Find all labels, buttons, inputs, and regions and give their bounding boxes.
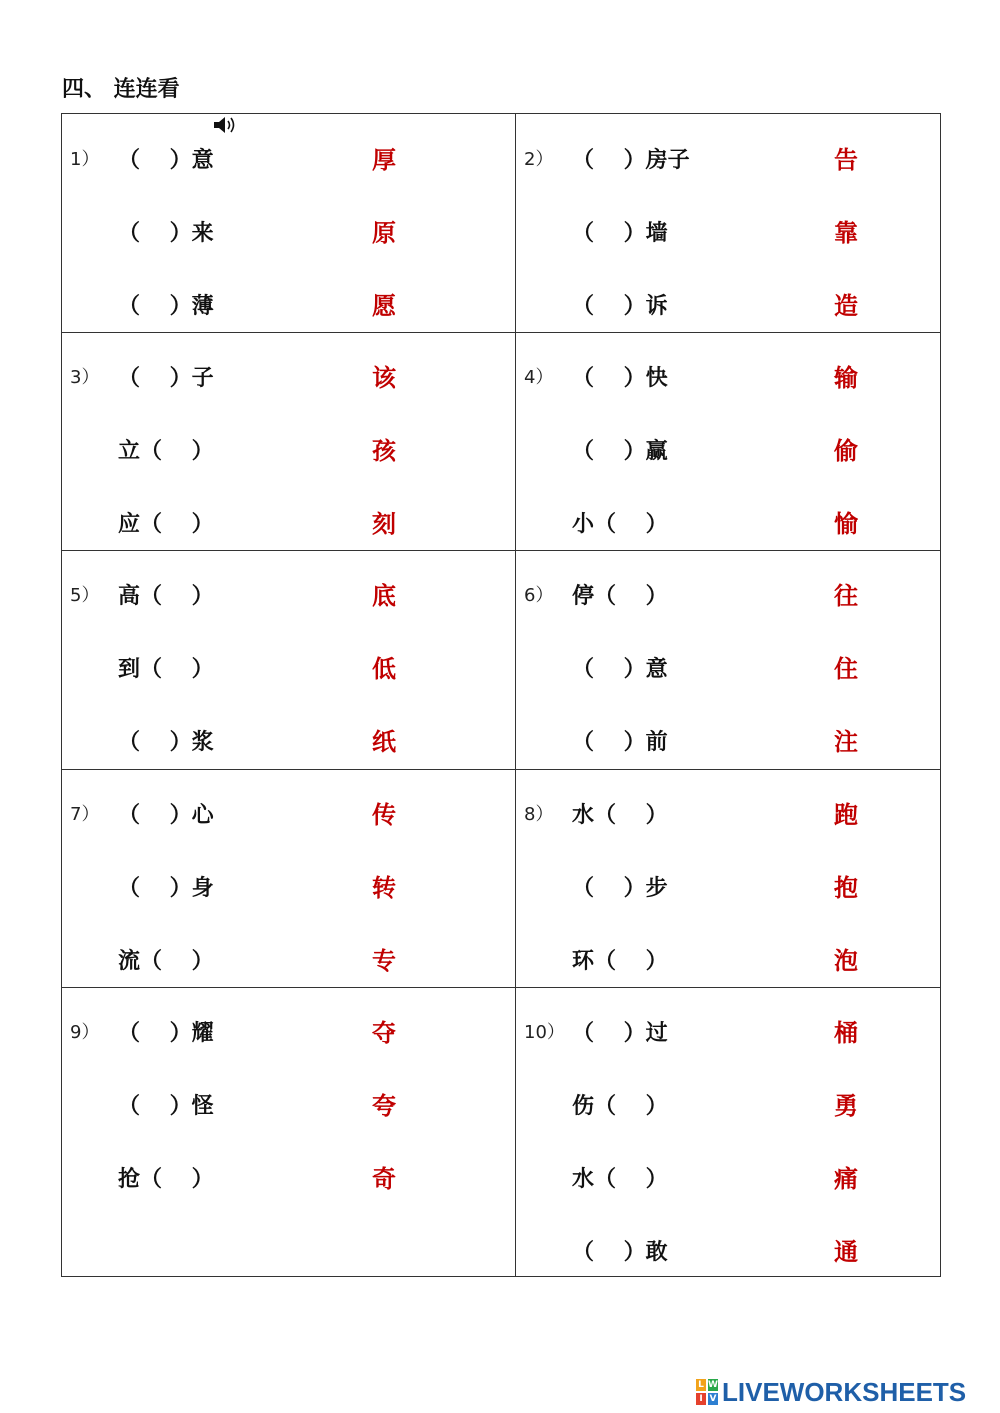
- word-prompt: 到（ ）: [118, 656, 214, 682]
- speaker-icon[interactable]: [182, 78, 208, 100]
- liveworksheets-logo: [696, 1378, 966, 1406]
- logo-mark-letter: V: [709, 1394, 717, 1404]
- answer-option[interactable]: 抱: [834, 873, 858, 902]
- word-prompt: （ ）子: [118, 365, 214, 391]
- question-number: 10）: [524, 1022, 565, 1043]
- answer-option[interactable]: 夺: [372, 1018, 396, 1047]
- word-prompt: （ ）薄: [118, 293, 214, 319]
- word-prompt: （ ）身: [118, 875, 214, 901]
- question-cell-6: [516, 550, 941, 768]
- question-cell-9: [62, 987, 515, 1277]
- question-number: 1）: [70, 149, 100, 170]
- word-prompt: （ ）快: [572, 365, 668, 391]
- word-prompt: 立（ ）: [118, 438, 214, 464]
- word-prompt: （ ）敢: [572, 1239, 668, 1265]
- question-number: 7）: [70, 804, 100, 825]
- answer-option[interactable]: 愿: [372, 291, 396, 320]
- word-prompt: （ ）来: [118, 220, 214, 246]
- question-number: 3）: [70, 367, 100, 388]
- word-prompt: 停（ ）: [572, 583, 668, 609]
- answer-option[interactable]: 纸: [372, 727, 396, 756]
- word-prompt: （ ）房子: [572, 147, 690, 173]
- answer-option[interactable]: 刻: [372, 509, 396, 538]
- word-prompt: （ ）过: [572, 1020, 668, 1046]
- answer-option[interactable]: 注: [834, 727, 858, 756]
- answer-option[interactable]: 传: [372, 800, 396, 829]
- question-cell-3: [62, 332, 515, 550]
- question-cell-1: [62, 114, 515, 332]
- word-prompt: （ ）怪: [118, 1093, 214, 1119]
- word-prompt: 水（ ）: [572, 802, 668, 828]
- question-cell-5: [62, 550, 515, 768]
- word-prompt: 小（ ）: [572, 511, 668, 537]
- word-prompt: （ ）前: [572, 729, 668, 755]
- question-number: 8）: [524, 804, 554, 825]
- word-prompt: （ ）步: [572, 875, 668, 901]
- answer-option[interactable]: 底: [372, 581, 396, 610]
- word-prompt: （ ）心: [118, 802, 214, 828]
- answer-option[interactable]: 住: [834, 654, 858, 683]
- answer-option[interactable]: 靠: [834, 218, 858, 247]
- answer-option[interactable]: 痛: [834, 1164, 858, 1193]
- answer-option[interactable]: 造: [834, 291, 858, 320]
- answer-option[interactable]: 泡: [834, 946, 858, 975]
- question-cell-4: [516, 332, 941, 550]
- word-prompt: 流（ ）: [118, 948, 214, 974]
- answer-option[interactable]: 奇: [372, 1164, 396, 1193]
- word-prompt: 应（ ）: [118, 511, 214, 537]
- word-prompt: 高（ ）: [118, 583, 214, 609]
- answer-option[interactable]: 偷: [834, 436, 858, 465]
- word-prompt: （ ）意: [572, 656, 668, 682]
- question-number: 6）: [524, 585, 554, 606]
- answer-option[interactable]: 桶: [834, 1018, 858, 1047]
- answer-option[interactable]: 专: [372, 946, 396, 975]
- word-prompt: （ ）浆: [118, 729, 214, 755]
- logo-mark-letter: I: [696, 1393, 706, 1405]
- answer-option[interactable]: 该: [372, 363, 396, 392]
- question-number: 2）: [524, 149, 554, 170]
- answer-option[interactable]: 通: [834, 1237, 858, 1266]
- answer-option[interactable]: 跑: [834, 800, 858, 829]
- logo-mark-icon: [696, 1379, 718, 1405]
- question-number: 5）: [70, 585, 100, 606]
- word-prompt: （ ）墙: [572, 220, 668, 246]
- word-prompt: 环（ ）: [572, 948, 668, 974]
- question-number: 9）: [70, 1022, 100, 1043]
- word-prompt: （ ）耀: [118, 1020, 214, 1046]
- word-prompt: （ ）诉: [572, 293, 668, 319]
- question-number: 4）: [524, 367, 554, 388]
- question-cell-7: [62, 769, 515, 987]
- answer-option[interactable]: 孩: [372, 436, 396, 465]
- word-prompt: 抢（ ）: [118, 1166, 214, 1192]
- matching-table: [61, 113, 941, 1277]
- answer-option[interactable]: 输: [834, 363, 858, 392]
- answer-option[interactable]: 原: [372, 218, 396, 247]
- word-prompt: （ ）赢: [572, 438, 668, 464]
- word-prompt: 水（ ）: [572, 1166, 668, 1192]
- answer-option[interactable]: 低: [372, 654, 396, 683]
- answer-option[interactable]: 转: [372, 873, 396, 902]
- section-title: [62, 72, 208, 106]
- answer-option[interactable]: 夸: [372, 1091, 396, 1120]
- question-cell-10: [516, 987, 941, 1277]
- answer-option[interactable]: 往: [834, 581, 858, 610]
- answer-option[interactable]: 愉: [834, 509, 858, 538]
- answer-option[interactable]: 告: [834, 145, 858, 174]
- question-cell-2: [516, 114, 941, 332]
- answer-option[interactable]: 勇: [834, 1091, 858, 1120]
- section-title-text: 四、 连连看: [62, 76, 180, 102]
- logo-text: LIVEWORKSHEETS: [722, 1377, 967, 1407]
- logo-mark-letter: W: [708, 1380, 718, 1390]
- question-cell-8: [516, 769, 941, 987]
- word-prompt: 伤（ ）: [572, 1093, 668, 1119]
- answer-option[interactable]: 厚: [372, 145, 396, 174]
- word-prompt: （ ）意: [118, 147, 214, 173]
- logo-mark-letter: L: [696, 1379, 706, 1391]
